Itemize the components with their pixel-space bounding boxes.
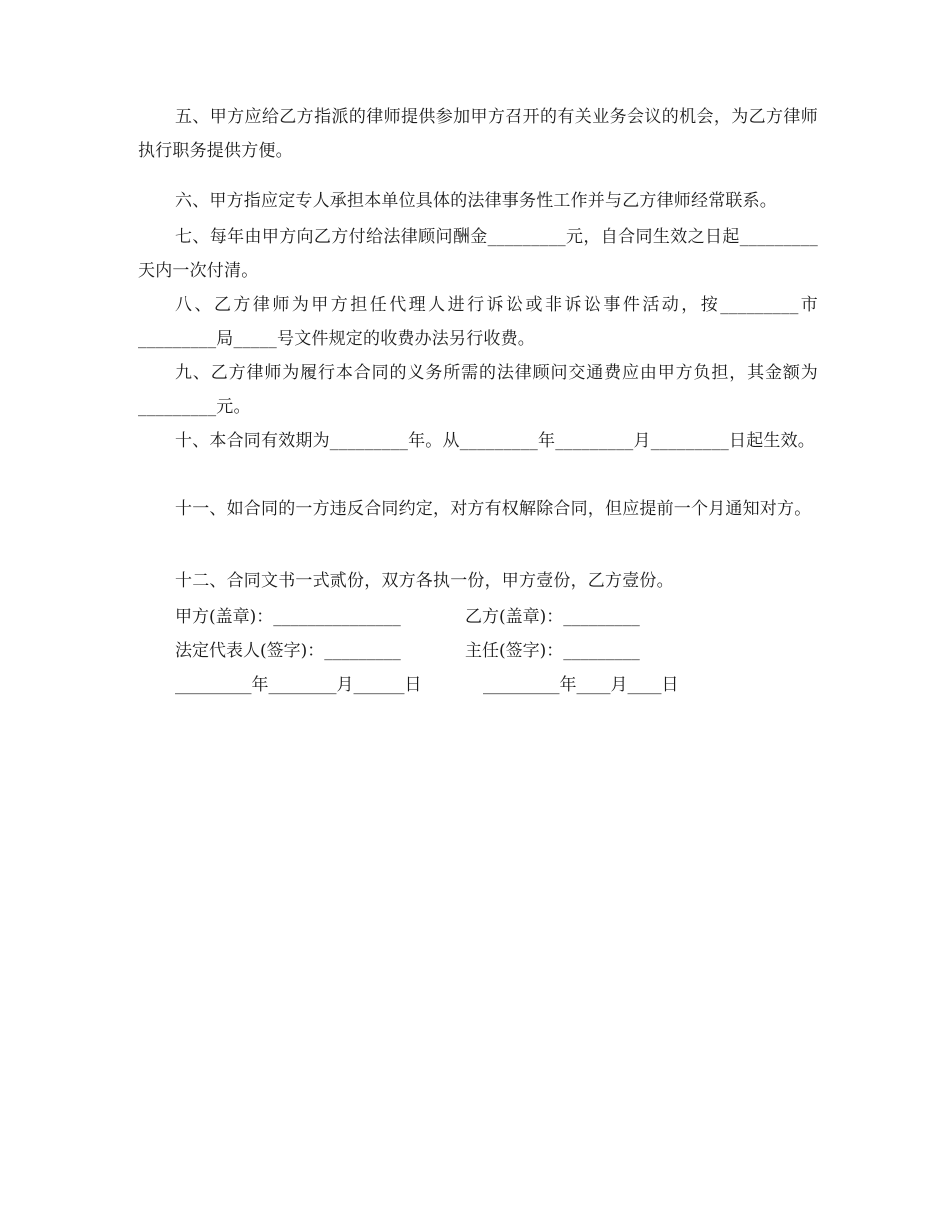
legal-representative-line: 法定代表人(签字)：_________ — [175, 641, 401, 661]
clause-6: 六、甲方指应定专人承担本单位具体的法律事务性工作并与乙方律师经常联系。 — [175, 191, 777, 211]
clause-11: 十一、如合同的一方违反合同约定，对方有权解除合同，但应提前一个月通知对方。 — [175, 499, 812, 519]
party-b-date-line: _________年____月____日 — [483, 675, 679, 695]
clause-8: 八、乙方律师为甲方担任代理人进行诉讼或非诉讼事件活动，按_________市_________局_____号文件规定的收费办法另行收费。 — [138, 295, 818, 349]
party-a-date-line: _________年________月______日 — [175, 675, 422, 695]
clause-5: 五、甲方应给乙方指派的律师提供参加甲方召开的有关业务会议的机会，为乙方律师执行职务提供方便。 — [138, 107, 818, 161]
party-a-seal-line: 甲方(盖章)：_______________ — [175, 607, 401, 627]
clause-12: 十二、合同文书一式贰份，双方各执一份，甲方壹份，乙方壹份。 — [175, 571, 674, 591]
clause-9: 九、乙方律师为履行本合同的义务所需的法律顾问交通费应由甲方负担，其金额为_________元。 — [138, 363, 818, 417]
clause-7: 七、每年由甲方向乙方付给法律顾问酬金_________元，自合同生效之日起_________天内一次付清。 — [138, 227, 818, 281]
clause-10: 十、本合同有效期为_________年。从_________年_________月_________日起生效。 — [175, 431, 815, 451]
party-b-seal-line: 乙方(盖章)：_________ — [465, 607, 640, 627]
director-signature-line: 主任(签字)：_________ — [465, 641, 640, 661]
